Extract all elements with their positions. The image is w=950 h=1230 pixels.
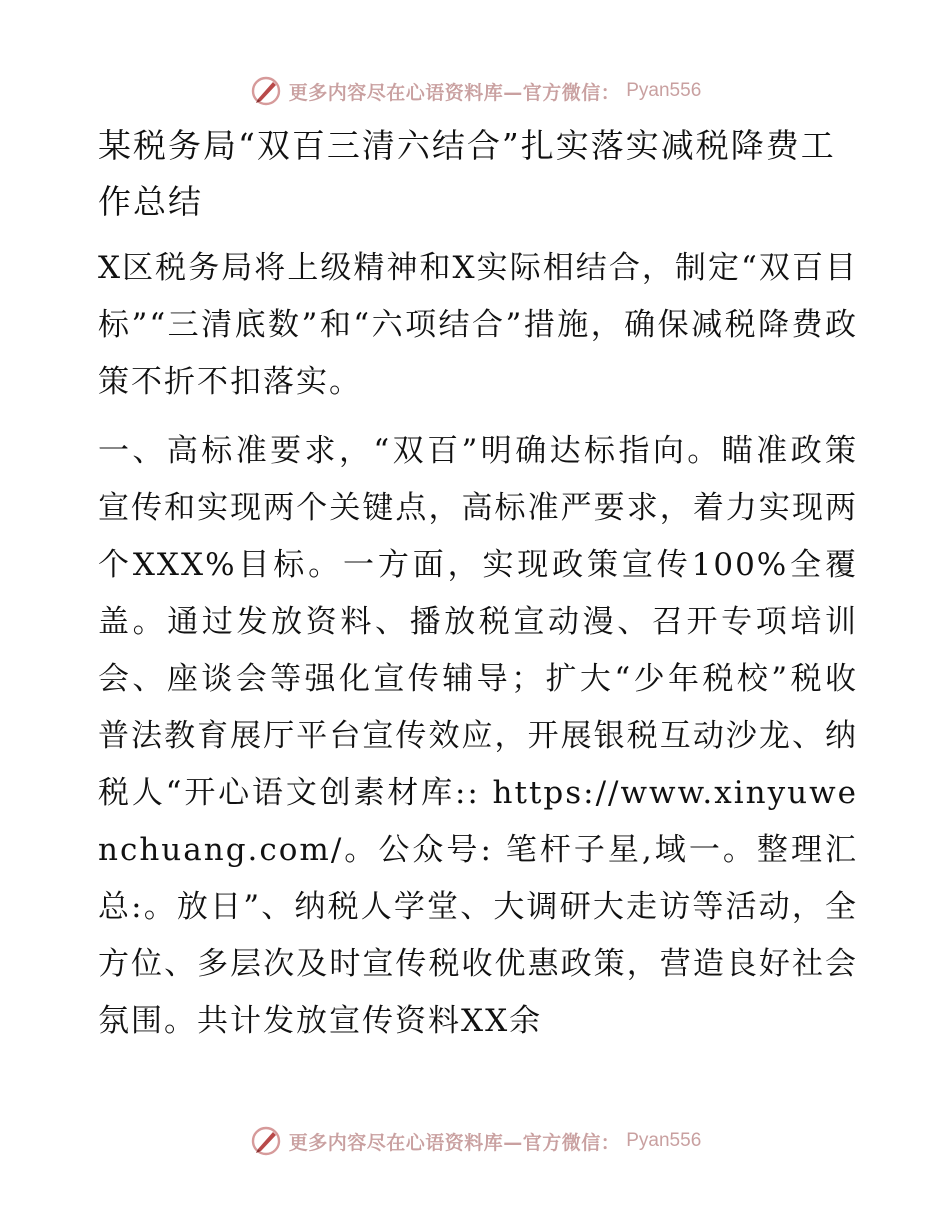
document-body [98, 118, 858, 1062]
intro-paragraph: X区税务局将上级精神和X实际相结合，制定“双百目标”“三清底数”和“六项结合”措施，确保减税降费政策不折不扣落实。 [98, 250, 858, 400]
section-one-paragraph: 一、高标准要求，“双百”明确达标指向。瞄准政策宣传和实现两个关键点，高标准严要求，着力实现两个XXX%目标。一方面，实现政策宣传100%全覆盖。通过发放资料、播放税宣动漫、召开专项培训会、座谈会等强化宣传辅导；扩大“少年税校”税收普法教育展厅平台宣传效应，开展银税互动沙龙、纳税人“开心语文创素材库:: https://www.xinyuwenchuang.com/。公众号: 笔杆子星,域一。整理汇总:。放日”、纳税人学堂、大调研大走访等活动，全方位、多层次及时宣传税收优惠政策，营造良好社会氛围。共计发放宣传资料XX余 [98, 433, 858, 1039]
feather-pen-logo-icon [249, 74, 283, 108]
watermark-text: 更多内容尽在心语资料库—官方微信： [288, 81, 621, 104]
watermark-contact: Pyan556 [626, 80, 702, 101]
watermark-text: 更多内容尽在心语资料库—官方微信： [288, 1131, 621, 1154]
footer-watermark [0, 1124, 950, 1158]
document-title: 某税务局“双百三清六结合”扎实落实减税降费工作总结 [98, 126, 836, 221]
watermark-contact: Pyan556 [626, 1130, 702, 1151]
feather-pen-logo-icon [249, 1124, 283, 1158]
header-watermark [0, 74, 950, 108]
